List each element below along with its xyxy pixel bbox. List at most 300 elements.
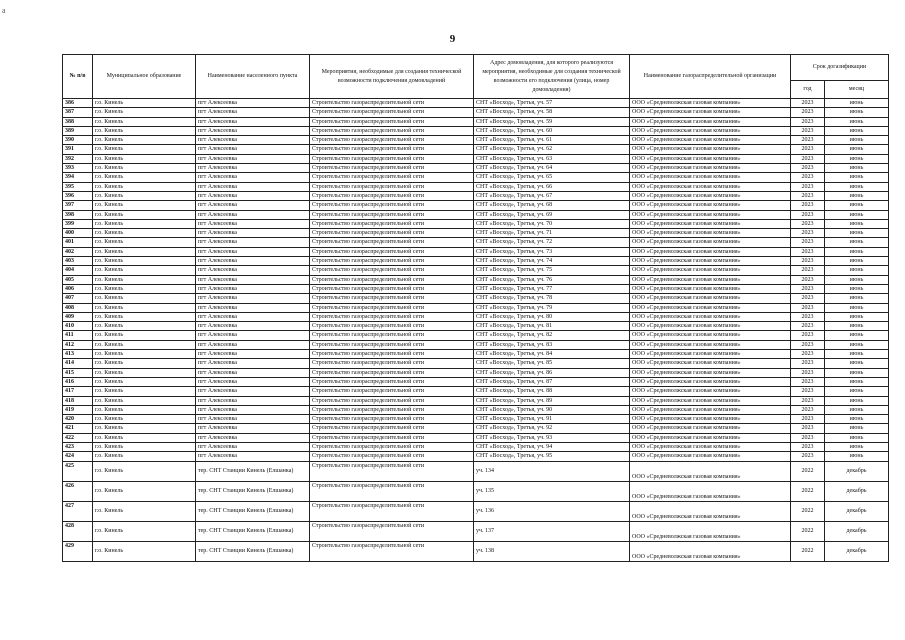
- settlement-cell: пгт Алексеевка: [196, 312, 310, 321]
- header-num: № п/в: [63, 55, 93, 99]
- measure-cell: Строительство газораспределительной сети: [310, 541, 474, 561]
- municipality-cell: г.о. Кинель: [93, 266, 196, 275]
- settlement-cell: пгт Алексеевка: [196, 415, 310, 424]
- year-cell: 2023: [791, 173, 825, 182]
- org-cell: ООО «Средневолжская газовая компания»: [630, 377, 791, 386]
- table-row: [63, 210, 889, 219]
- municipality-cell: г.о. Кинель: [93, 452, 196, 461]
- row-number: 415: [63, 368, 93, 377]
- municipality-cell: г.о. Кинель: [93, 275, 196, 284]
- month-cell: июнь: [825, 303, 889, 312]
- row-number: 426: [63, 481, 93, 501]
- year-cell: 2023: [791, 99, 825, 108]
- header-municipality: Муниципальное образование: [93, 55, 196, 99]
- table-row: [63, 541, 889, 561]
- row-number: 424: [63, 452, 93, 461]
- measure-cell: Строительство газораспределительной сети: [310, 368, 474, 377]
- municipality-cell: г.о. Кинель: [93, 229, 196, 238]
- month-cell: июнь: [825, 136, 889, 145]
- measure-cell: Строительство газораспределительной сети: [310, 415, 474, 424]
- settlement-cell: пгт Алексеевка: [196, 433, 310, 442]
- measure-cell: Строительство газораспределительной сети: [310, 182, 474, 191]
- address-cell: СНТ «Восход», Третья, уч. 91: [474, 415, 630, 424]
- measure-cell: Строительство газораспределительной сети: [310, 452, 474, 461]
- table-row: [63, 173, 889, 182]
- address-cell: СНТ «Восход», Третья, уч. 68: [474, 201, 630, 210]
- municipality-cell: г.о. Кинель: [93, 359, 196, 368]
- settlement-cell: пгт Алексеевка: [196, 164, 310, 173]
- address-cell: СНТ «Восход», Третья, уч. 95: [474, 452, 630, 461]
- org-cell: ООО «Средневолжская газовая компания»: [630, 350, 791, 359]
- row-number: 404: [63, 266, 93, 275]
- municipality-cell: г.о. Кинель: [93, 145, 196, 154]
- settlement-cell: пгт Алексеевка: [196, 368, 310, 377]
- org-cell: ООО «Средневолжская газовая компания»: [630, 266, 791, 275]
- measure-cell: Строительство газораспределительной сети: [310, 396, 474, 405]
- row-number: 427: [63, 501, 93, 521]
- address-cell: СНТ «Восход», Третья, уч. 79: [474, 303, 630, 312]
- address-cell: уч. 136: [474, 501, 630, 521]
- month-cell: июнь: [825, 164, 889, 173]
- municipality-cell: г.о. Кинель: [93, 387, 196, 396]
- org-cell: ООО «Средневолжская газовая компания»: [630, 368, 791, 377]
- month-cell: июнь: [825, 312, 889, 321]
- settlement-cell: пгт Алексеевка: [196, 191, 310, 200]
- year-cell: 2022: [791, 481, 825, 501]
- table-row: [63, 266, 889, 275]
- row-number: 418: [63, 396, 93, 405]
- org-cell: ООО «Средневолжская газовая компания»: [630, 238, 791, 247]
- measure-cell: Строительство газораспределительной сети: [310, 238, 474, 247]
- settlement-cell: пгт Алексеевка: [196, 99, 310, 108]
- row-number: 422: [63, 433, 93, 442]
- year-cell: 2023: [791, 247, 825, 256]
- municipality-cell: г.о. Кинель: [93, 541, 196, 561]
- row-number: 409: [63, 312, 93, 321]
- org-cell: ООО «Средневолжская газовая компания»: [630, 126, 791, 135]
- row-number: 395: [63, 182, 93, 191]
- settlement-cell: пгт Алексеевка: [196, 108, 310, 117]
- row-number: 419: [63, 405, 93, 414]
- measure-cell: Строительство газораспределительной сети: [310, 405, 474, 414]
- row-number: 429: [63, 541, 93, 561]
- org-cell: ООО «Средневолжская газовая компания»: [630, 501, 791, 521]
- year-cell: 2023: [791, 191, 825, 200]
- municipality-cell: г.о. Кинель: [93, 461, 196, 481]
- month-cell: декабрь: [825, 481, 889, 501]
- address-cell: СНТ «Восход», Третья, уч. 75: [474, 266, 630, 275]
- municipality-cell: г.о. Кинель: [93, 164, 196, 173]
- measure-cell: Строительство газораспределительной сети: [310, 284, 474, 293]
- year-cell: 2023: [791, 257, 825, 266]
- settlement-cell: пгт Алексеевка: [196, 275, 310, 284]
- municipality-cell: г.о. Кинель: [93, 303, 196, 312]
- settlement-cell: пгт Алексеевка: [196, 303, 310, 312]
- municipality-cell: г.о. Кинель: [93, 405, 196, 414]
- municipality-cell: г.о. Кинель: [93, 312, 196, 321]
- measure-cell: Строительство газораспределительной сети: [310, 154, 474, 163]
- address-cell: СНТ «Восход», Третья, уч. 83: [474, 340, 630, 349]
- settlement-cell: пгт Алексеевка: [196, 238, 310, 247]
- settlement-cell: тер. СНТ Станции Кинель (Елшанка): [196, 481, 310, 501]
- month-cell: июнь: [825, 238, 889, 247]
- measure-cell: Строительство газораспределительной сети: [310, 461, 474, 481]
- header-org: Наименование газораспределительной организации: [630, 55, 791, 99]
- address-cell: СНТ «Восход», Третья, уч. 92: [474, 424, 630, 433]
- table-row: [63, 396, 889, 405]
- year-cell: 2023: [791, 433, 825, 442]
- address-cell: СНТ «Восход», Третья, уч. 82: [474, 331, 630, 340]
- header-term: Срок догазификации: [791, 55, 889, 81]
- row-number: 416: [63, 377, 93, 386]
- month-cell: июнь: [825, 387, 889, 396]
- table-row: [63, 219, 889, 228]
- row-number: 390: [63, 136, 93, 145]
- measure-cell: Строительство газораспределительной сети: [310, 481, 474, 501]
- year-cell: 2023: [791, 377, 825, 386]
- settlement-cell: пгт Алексеевка: [196, 247, 310, 256]
- measure-cell: Строительство газораспределительной сети: [310, 173, 474, 182]
- org-cell: ООО «Средневолжская газовая компания»: [630, 322, 791, 331]
- address-cell: СНТ «Восход», Третья, уч. 76: [474, 275, 630, 284]
- header-settlement: Наименование населенного пункта: [196, 55, 310, 99]
- row-number: 406: [63, 284, 93, 293]
- month-cell: июнь: [825, 126, 889, 135]
- municipality-cell: г.о. Кинель: [93, 331, 196, 340]
- municipality-cell: г.о. Кинель: [93, 182, 196, 191]
- org-cell: ООО «Средневолжская газовая компания»: [630, 331, 791, 340]
- org-cell: ООО «Средневолжская газовая компания»: [630, 182, 791, 191]
- table-row: [63, 521, 889, 541]
- org-cell: ООО «Средневолжская газовая компания»: [630, 433, 791, 442]
- address-cell: СНТ «Восход», Третья, уч. 71: [474, 229, 630, 238]
- year-cell: 2023: [791, 182, 825, 191]
- measure-cell: Строительство газораспределительной сети: [310, 191, 474, 200]
- settlement-cell: пгт Алексеевка: [196, 229, 310, 238]
- settlement-cell: пгт Алексеевка: [196, 452, 310, 461]
- address-cell: СНТ «Восход», Третья, уч. 66: [474, 182, 630, 191]
- year-cell: 2023: [791, 331, 825, 340]
- table-row: [63, 126, 889, 135]
- year-cell: 2023: [791, 322, 825, 331]
- year-cell: 2023: [791, 210, 825, 219]
- year-cell: 2023: [791, 275, 825, 284]
- municipality-cell: г.о. Кинель: [93, 173, 196, 182]
- measure-cell: Строительство газораспределительной сети: [310, 117, 474, 126]
- year-cell: 2022: [791, 521, 825, 541]
- row-number: 411: [63, 331, 93, 340]
- address-cell: СНТ «Восход», Третья, уч. 70: [474, 219, 630, 228]
- address-cell: СНТ «Восход», Третья, уч. 65: [474, 173, 630, 182]
- settlement-cell: пгт Алексеевка: [196, 377, 310, 386]
- table-row: [63, 442, 889, 451]
- settlement-cell: тер. СНТ Станции Кинель (Елшанка): [196, 501, 310, 521]
- org-cell: ООО «Средневолжская газовая компания»: [630, 108, 791, 117]
- table-row: [63, 108, 889, 117]
- municipality-cell: г.о. Кинель: [93, 442, 196, 451]
- table-row: [63, 164, 889, 173]
- settlement-cell: пгт Алексеевка: [196, 117, 310, 126]
- municipality-cell: г.о. Кинель: [93, 415, 196, 424]
- address-cell: СНТ «Восход», Третья, уч. 81: [474, 322, 630, 331]
- org-cell: ООО «Средневолжская газовая компания»: [630, 424, 791, 433]
- settlement-cell: пгт Алексеевка: [196, 201, 310, 210]
- month-cell: июнь: [825, 377, 889, 386]
- table-row: [63, 350, 889, 359]
- municipality-cell: г.о. Кинель: [93, 108, 196, 117]
- address-cell: уч. 137: [474, 521, 630, 541]
- row-number: 398: [63, 210, 93, 219]
- month-cell: июнь: [825, 117, 889, 126]
- municipality-cell: г.о. Кинель: [93, 340, 196, 349]
- year-cell: 2022: [791, 541, 825, 561]
- year-cell: 2023: [791, 164, 825, 173]
- measure-cell: Строительство газораспределительной сети: [310, 377, 474, 386]
- org-cell: ООО «Средневолжская газовая компания»: [630, 257, 791, 266]
- address-cell: СНТ «Восход», Третья, уч. 57: [474, 99, 630, 108]
- month-cell: июнь: [825, 322, 889, 331]
- month-cell: июнь: [825, 275, 889, 284]
- address-cell: СНТ «Восход», Третья, уч. 59: [474, 117, 630, 126]
- municipality-cell: г.о. Кинель: [93, 294, 196, 303]
- settlement-cell: пгт Алексеевка: [196, 322, 310, 331]
- row-number: 391: [63, 145, 93, 154]
- municipality-cell: г.о. Кинель: [93, 322, 196, 331]
- measure-cell: Строительство газораспределительной сети: [310, 210, 474, 219]
- municipality-cell: г.о. Кинель: [93, 136, 196, 145]
- year-cell: 2023: [791, 340, 825, 349]
- municipality-cell: г.о. Кинель: [93, 126, 196, 135]
- address-cell: СНТ «Восход», Третья, уч. 90: [474, 405, 630, 414]
- settlement-cell: пгт Алексеевка: [196, 266, 310, 275]
- year-cell: 2023: [791, 387, 825, 396]
- gasification-table: [62, 54, 889, 562]
- measure-cell: Строительство газораспределительной сети: [310, 442, 474, 451]
- month-cell: июнь: [825, 154, 889, 163]
- org-cell: ООО «Средневолжская газовая компания»: [630, 219, 791, 228]
- table-row: [63, 405, 889, 414]
- table-row: [63, 145, 889, 154]
- month-cell: июнь: [825, 350, 889, 359]
- table-row: [63, 461, 889, 481]
- settlement-cell: пгт Алексеевка: [196, 173, 310, 182]
- table-row: [63, 452, 889, 461]
- year-cell: 2022: [791, 501, 825, 521]
- org-cell: ООО «Средневолжская газовая компания»: [630, 396, 791, 405]
- settlement-cell: пгт Алексеевка: [196, 331, 310, 340]
- row-number: 397: [63, 201, 93, 210]
- month-cell: декабрь: [825, 521, 889, 541]
- municipality-cell: г.о. Кинель: [93, 191, 196, 200]
- municipality-cell: г.о. Кинель: [93, 117, 196, 126]
- table-row: [63, 201, 889, 210]
- row-number: 399: [63, 219, 93, 228]
- month-cell: июнь: [825, 284, 889, 293]
- settlement-cell: тер. СНТ Станции Кинель (Елшанка): [196, 521, 310, 541]
- year-cell: 2022: [791, 461, 825, 481]
- settlement-cell: пгт Алексеевка: [196, 182, 310, 191]
- measure-cell: Строительство газораспределительной сети: [310, 136, 474, 145]
- year-cell: 2023: [791, 136, 825, 145]
- address-cell: СНТ «Восход», Третья, уч. 78: [474, 294, 630, 303]
- table-row: [63, 424, 889, 433]
- month-cell: июнь: [825, 99, 889, 108]
- address-cell: СНТ «Восход», Третья, уч. 88: [474, 387, 630, 396]
- measure-cell: Строительство газораспределительной сети: [310, 219, 474, 228]
- org-cell: ООО «Средневолжская газовая компания»: [630, 452, 791, 461]
- settlement-cell: пгт Алексеевка: [196, 396, 310, 405]
- address-cell: СНТ «Восход», Третья, уч. 94: [474, 442, 630, 451]
- measure-cell: Строительство газораспределительной сети: [310, 99, 474, 108]
- org-cell: ООО «Средневолжская газовая компания»: [630, 99, 791, 108]
- year-cell: 2023: [791, 219, 825, 228]
- year-cell: 2023: [791, 350, 825, 359]
- row-number: 396: [63, 191, 93, 200]
- address-cell: СНТ «Восход», Третья, уч. 74: [474, 257, 630, 266]
- year-cell: 2023: [791, 396, 825, 405]
- month-cell: июнь: [825, 210, 889, 219]
- measure-cell: Строительство газораспределительной сети: [310, 201, 474, 210]
- settlement-cell: пгт Алексеевка: [196, 284, 310, 293]
- org-cell: ООО «Средневолжская газовая компания»: [630, 405, 791, 414]
- measure-cell: Строительство газораспределительной сети: [310, 340, 474, 349]
- address-cell: СНТ «Восход», Третья, уч. 60: [474, 126, 630, 135]
- org-cell: ООО «Средневолжская газовая компания»: [630, 210, 791, 219]
- year-cell: 2023: [791, 108, 825, 117]
- year-cell: 2023: [791, 201, 825, 210]
- table-body: [63, 99, 889, 562]
- org-cell: ООО «Средневолжская газовая компания»: [630, 415, 791, 424]
- row-number: 414: [63, 359, 93, 368]
- row-number: 386: [63, 99, 93, 108]
- org-cell: ООО «Средневолжская газовая компания»: [630, 442, 791, 451]
- month-cell: июнь: [825, 405, 889, 414]
- table-row: [63, 481, 889, 501]
- address-cell: СНТ «Восход», Третья, уч. 80: [474, 312, 630, 321]
- settlement-cell: тер. СНТ Станции Кинель (Елшанка): [196, 541, 310, 561]
- address-cell: СНТ «Восход», Третья, уч. 77: [474, 284, 630, 293]
- settlement-cell: пгт Алексеевка: [196, 405, 310, 414]
- month-cell: июнь: [825, 424, 889, 433]
- org-cell: ООО «Средневолжская газовая компания»: [630, 312, 791, 321]
- month-cell: июнь: [825, 368, 889, 377]
- org-cell: ООО «Средневолжская газовая компания»: [630, 145, 791, 154]
- settlement-cell: пгт Алексеевка: [196, 126, 310, 135]
- measure-cell: Строительство газораспределительной сети: [310, 501, 474, 521]
- address-cell: СНТ «Восход», Третья, уч. 93: [474, 433, 630, 442]
- table-row: [63, 117, 889, 126]
- row-number: 393: [63, 164, 93, 173]
- org-cell: ООО «Средневолжская газовая компания»: [630, 340, 791, 349]
- measure-cell: Строительство газораспределительной сети: [310, 126, 474, 135]
- table-row: [63, 387, 889, 396]
- table-row: [63, 247, 889, 256]
- org-cell: ООО «Средневолжская газовая компания»: [630, 154, 791, 163]
- row-number: 388: [63, 117, 93, 126]
- table-row: [63, 501, 889, 521]
- municipality-cell: г.о. Кинель: [93, 247, 196, 256]
- address-cell: уч. 134: [474, 461, 630, 481]
- month-cell: июнь: [825, 257, 889, 266]
- measure-cell: Строительство газораспределительной сети: [310, 145, 474, 154]
- table-row: [63, 433, 889, 442]
- month-cell: июнь: [825, 442, 889, 451]
- address-cell: СНТ «Восход», Третья, уч. 89: [474, 396, 630, 405]
- municipality-cell: г.о. Кинель: [93, 154, 196, 163]
- row-number: 403: [63, 257, 93, 266]
- municipality-cell: г.о. Кинель: [93, 350, 196, 359]
- settlement-cell: тер. СНТ Станции Кинель (Елшанка): [196, 461, 310, 481]
- org-cell: ООО «Средневолжская газовая компания»: [630, 247, 791, 256]
- month-cell: июнь: [825, 331, 889, 340]
- month-cell: июнь: [825, 247, 889, 256]
- measure-cell: Строительство газораспределительной сети: [310, 108, 474, 117]
- row-number: 423: [63, 442, 93, 451]
- address-cell: СНТ «Восход», Третья, уч. 63: [474, 154, 630, 163]
- org-cell: ООО «Средневолжская газовая компания»: [630, 521, 791, 541]
- row-number: 417: [63, 387, 93, 396]
- month-cell: июнь: [825, 294, 889, 303]
- year-cell: 2023: [791, 368, 825, 377]
- row-number: 401: [63, 238, 93, 247]
- settlement-cell: пгт Алексеевка: [196, 145, 310, 154]
- year-cell: 2023: [791, 359, 825, 368]
- year-cell: 2023: [791, 405, 825, 414]
- table-row: [63, 229, 889, 238]
- month-cell: декабрь: [825, 461, 889, 481]
- org-cell: ООО «Средневолжская газовая компания»: [630, 284, 791, 293]
- row-number: 405: [63, 275, 93, 284]
- header-year: год: [791, 81, 825, 99]
- municipality-cell: г.о. Кинель: [93, 424, 196, 433]
- settlement-cell: пгт Алексеевка: [196, 154, 310, 163]
- settlement-cell: пгт Алексеевка: [196, 294, 310, 303]
- org-cell: ООО «Средневолжская газовая компания»: [630, 387, 791, 396]
- measure-cell: Строительство газораспределительной сети: [310, 164, 474, 173]
- municipality-cell: г.о. Кинель: [93, 238, 196, 247]
- row-number: 400: [63, 229, 93, 238]
- corner-mark: a: [2, 6, 6, 15]
- table-row: [63, 257, 889, 266]
- municipality-cell: г.о. Кинель: [93, 396, 196, 405]
- year-cell: 2023: [791, 303, 825, 312]
- settlement-cell: пгт Алексеевка: [196, 210, 310, 219]
- measure-cell: Строительство газораспределительной сети: [310, 322, 474, 331]
- year-cell: 2023: [791, 424, 825, 433]
- settlement-cell: пгт Алексеевка: [196, 219, 310, 228]
- table-row: [63, 377, 889, 386]
- year-cell: 2023: [791, 312, 825, 321]
- measure-cell: Строительство газораспределительной сети: [310, 266, 474, 275]
- measure-cell: Строительство газораспределительной сети: [310, 359, 474, 368]
- year-cell: 2023: [791, 126, 825, 135]
- measure-cell: Строительство газораспределительной сети: [310, 294, 474, 303]
- month-cell: июнь: [825, 266, 889, 275]
- measure-cell: Строительство газораспределительной сети: [310, 257, 474, 266]
- row-number: 408: [63, 303, 93, 312]
- row-number: 387: [63, 108, 93, 117]
- year-cell: 2023: [791, 229, 825, 238]
- month-cell: июнь: [825, 108, 889, 117]
- org-cell: ООО «Средневолжская газовая компания»: [630, 461, 791, 481]
- address-cell: СНТ «Восход», Третья, уч. 86: [474, 368, 630, 377]
- table-row: [63, 275, 889, 284]
- municipality-cell: г.о. Кинель: [93, 219, 196, 228]
- address-cell: СНТ «Восход», Третья, уч. 87: [474, 377, 630, 386]
- row-number: 421: [63, 424, 93, 433]
- settlement-cell: пгт Алексеевка: [196, 387, 310, 396]
- month-cell: июнь: [825, 433, 889, 442]
